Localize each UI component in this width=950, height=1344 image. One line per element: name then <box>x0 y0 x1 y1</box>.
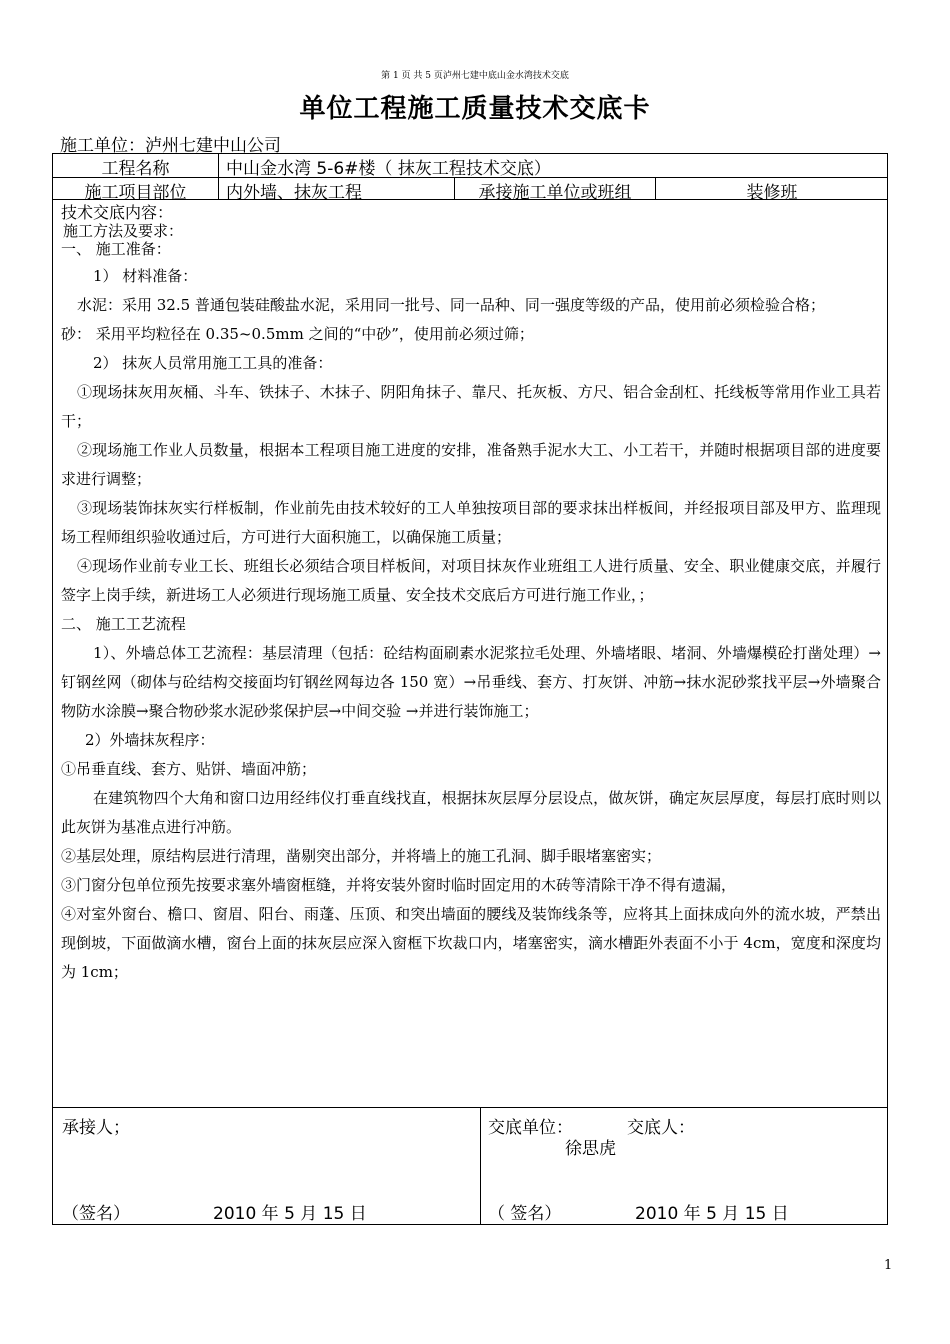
method-heading: 施工方法及要求： <box>63 222 184 240</box>
row-divider <box>52 1107 888 1108</box>
page-header: 第 1 页 共 5 页泸州七建中底山金水湾技术交底 <box>381 71 569 81</box>
receiving-unit-label: 承接施工单位或班组 <box>478 183 632 203</box>
project-part-label: 施工项目部位 <box>84 183 187 203</box>
left-date: 2010 年 5 月 15 日 <box>213 1204 367 1224</box>
disclosure-person-label: 交底人： <box>627 1118 695 1138</box>
col-divider <box>218 153 219 199</box>
paragraph: ①吊垂直线、套方、贴饼、墙面冲筋； <box>61 760 317 778</box>
disclosure-person-name: 徐思虎 <box>565 1139 616 1159</box>
paragraph: 水泥：采用 32.5 普通包装硅酸盐水泥，采用同一批号、同一品种、同一强度等级的产品，使用前必须检验合格； <box>77 296 825 314</box>
paragraph: 2） 抹灰人员常用施工工具的准备： <box>93 354 333 372</box>
paragraph: 1） 材料准备： <box>93 267 198 285</box>
disclosure-unit-label: 交底单位： <box>488 1118 573 1138</box>
right-signature-label: （ 签名） <box>488 1204 562 1224</box>
paragraph: ②现场施工作业人员数量，根据本工程项目施工进度的安排，准备熟手泥水大工、小工若干，并随时根据项目部的进度要求进行调整； <box>61 441 881 488</box>
receiving-unit-value: 装修班 <box>746 183 798 203</box>
page-title: 单位工程施工质量技术交底卡 <box>299 94 651 124</box>
content-heading: 技术交底内容： <box>61 203 174 222</box>
paragraph: 砂： 采用平均粒径在 0.35~0.5mm 之间的“中砂”，使用前必须过筛； <box>61 325 534 343</box>
construction-unit: 施工单位：泸州七建中山公司 <box>60 136 281 156</box>
disclosure-content <box>61 204 881 987</box>
paragraph: ④对室外窗台、檐口、窗眉、阳台、雨蓬、压顶、和突出墙面的腰线及装饰线条等，应将其上面抹成向外的流水坡，严禁出现倒坡，下面做滴水槽，窗台上面的抹灰层应深入窗框下坎裁口内，堵塞密实，滴水槽距外表面不小于 4cm，宽度和深度均为 1cm； <box>61 905 881 981</box>
project-part-value: 内外墙、抹灰工程 <box>226 183 362 203</box>
section-heading: 一、 施工准备： <box>61 240 171 258</box>
paragraph: ④现场作业前专业工长、班组长必须结合项目样板间，对项目抹灰作业班组工人进行质量、安全、职业健康交底，并履行签字上岗手续，新进场工人必须进行现场施工质量、安全技术交底后方可进行施工作业，； <box>61 557 881 604</box>
paragraph: 1）、外墙总体工艺流程：基层清理（包括：砼结构面刷素水泥浆拉毛处理、外墙堵眼、堵洞、外墙爆模砼打凿处理）→钉钢丝网（砌体与砼结构交接面均钉钢丝网每边各 150 宽）→吊垂线、套方、打灰饼、冲筋→抹水泥砂浆找平层→外墙聚合物防水涂膜→聚合物砂浆水泥砂浆保护层→中间交验 →并进行装饰施工； <box>61 644 881 720</box>
page-number: 1 <box>884 1258 893 1273</box>
paragraph: ③现场装饰抹灰实行样板制，作业前先由技术较好的工人单独按项目部的要求抹出样板间，并经报项目部及甲方、监理现场工程师组织验收通过后，方可进行大面积施工，以确保施工质量； <box>61 499 881 546</box>
section-heading: 二、 施工工艺流程 <box>61 615 186 633</box>
project-name-value: 中山金水湾 5-6#楼（ 抹灰工程技术交底） <box>226 159 551 179</box>
project-name-label: 工程名称 <box>101 159 170 179</box>
col-divider <box>480 1107 481 1225</box>
paragraph: ②基层处理，原结构层进行清理，凿剔突出部分，并将墙上的施工孔洞、脚手眼堵塞密实； <box>61 847 662 865</box>
receiver-label: 承接人； <box>62 1118 130 1138</box>
paragraph: 2）外墙抹灰程序： <box>85 731 215 749</box>
right-date: 2010 年 5 月 15 日 <box>635 1204 789 1224</box>
left-signature-label: （签名） <box>62 1204 130 1224</box>
paragraph: 在建筑物四个大角和窗口边用经纬仪打垂直线找直，根据抹灰层厚分层设点，做灰饼，确定灰层厚度，每层打底时则以此灰饼为基准点进行冲筋。 <box>61 789 881 836</box>
paragraph: ①现场抹灰用灰桶、斗车、铁抹子、木抹子、阴阳角抹子、靠尺、托灰板、方尺、铝合金刮杠、托线板等常用作业工具若干； <box>61 383 881 430</box>
paragraph: ③门窗分包单位预先按要求塞外墙窗框缝，并将安装外窗时临时固定用的木砖等清除干净不得有遗漏， <box>61 876 737 894</box>
